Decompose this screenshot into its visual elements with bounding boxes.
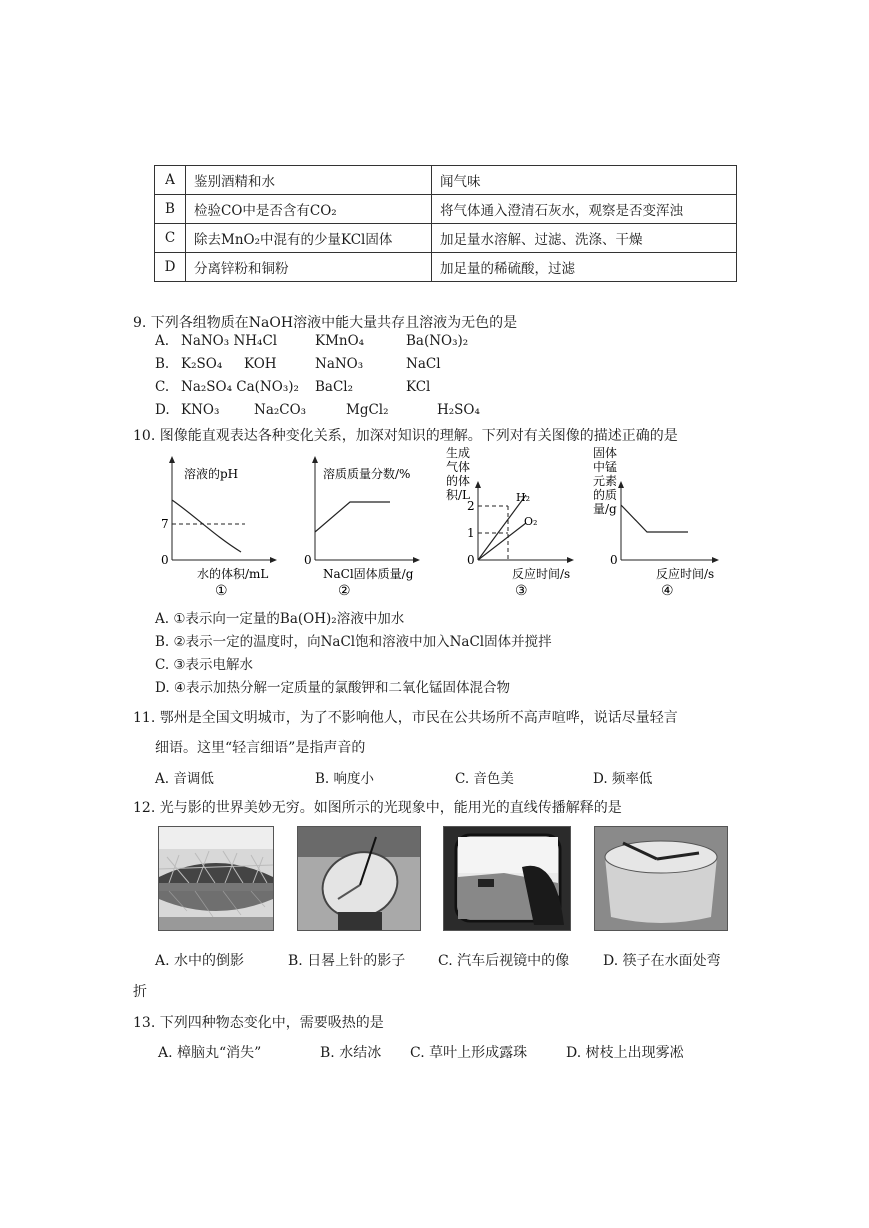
q11-option-b[interactable]: B. 响度小 <box>315 771 375 787</box>
x-arrow <box>413 557 420 563</box>
option-item: NaNO₃ NH₄Cl <box>181 333 278 349</box>
option-item: BaCl₂ <box>315 379 354 395</box>
table-row <box>155 195 737 224</box>
q9-option-a[interactable] <box>155 333 655 353</box>
table-row <box>155 166 737 195</box>
graph-number: ③ <box>515 583 528 598</box>
q11-stem-line1: 11. 鄂州是全国文明城市，为了不影响他人，市民在公共场所不高声喧哗，说话尽量轻言 <box>133 710 678 726</box>
graph-4 <box>585 443 730 598</box>
option-item: H₂SO₄ <box>437 402 480 418</box>
q10-option-d[interactable]: D. ④表示加热分解一定质量的氯酸钾和二氧化锰固体混合物 <box>155 680 511 696</box>
h2-line <box>478 495 526 560</box>
o2-line <box>478 523 526 560</box>
row-letter: B <box>155 195 186 224</box>
option-item: Ba(NO₃)₂ <box>406 333 469 349</box>
option-table <box>154 165 737 282</box>
q11-option-a[interactable]: A. 音调低 <box>155 771 214 787</box>
tick-label: 1 <box>467 526 475 540</box>
q11-option-d[interactable]: D. 频率低 <box>593 771 653 787</box>
mirror-photo <box>443 826 571 931</box>
mirror-image <box>444 827 570 930</box>
x-label: 反应时间/s <box>656 567 715 581</box>
x-label: 水的体积/mL <box>197 567 269 581</box>
graph-number: ① <box>215 583 228 598</box>
option-item: Na₂CO₃ <box>254 402 307 418</box>
q12-stem: 12. 光与影的世界美妙无穷。如图所示的光现象中，能用光的直线传播解释的是 <box>133 800 622 816</box>
mass-fraction-line <box>315 502 390 532</box>
y-arrow <box>618 481 624 488</box>
x-arrow <box>567 557 574 563</box>
y-arrow <box>312 456 318 463</box>
y-label-line: 气体 <box>446 460 471 474</box>
row-letter: C <box>155 224 186 253</box>
row-method: 将气体通入澄清石灰水，观察是否变浑浊 <box>432 195 737 224</box>
reflection-photo <box>158 826 274 931</box>
row-purpose: 鉴别酒精和水 <box>186 166 432 195</box>
ph-curve <box>172 500 241 552</box>
q11-option-c[interactable]: C. 音色美 <box>455 771 514 787</box>
option-item: MgCl₂ <box>346 402 389 418</box>
option-letter: C. <box>155 379 170 395</box>
y-label-line: 固体 <box>593 446 618 460</box>
x-label: NaCl固体质量/g <box>323 567 414 581</box>
q13-option-b[interactable]: B. 水结冰 <box>320 1045 382 1061</box>
y-label: 溶液的pH <box>184 467 239 481</box>
y-label-line: 元素 <box>593 474 618 488</box>
x-arrow <box>712 557 719 563</box>
q12-option-b[interactable]: B. 日晷上针的影子 <box>288 953 406 969</box>
manganese-mass-line <box>621 505 688 532</box>
q10-option-c[interactable]: C. ③表示电解水 <box>155 657 254 673</box>
y-label: 溶质质量分数/% <box>323 467 411 481</box>
origin-label: 0 <box>161 553 169 567</box>
row-purpose: 检验CO中是否含有CO₂ <box>186 195 432 224</box>
y-label-line: 生成 <box>446 446 471 460</box>
option-item: NaNO₃ <box>315 356 364 372</box>
option-letter: D. <box>155 402 170 418</box>
y-label-line: 中锰 <box>593 460 618 474</box>
y-label-line: 的体 <box>446 474 471 488</box>
q9-option-b[interactable] <box>155 356 655 376</box>
row-letter: A <box>155 166 186 195</box>
graph-3 <box>440 443 585 598</box>
table-row <box>155 224 737 253</box>
series-label-o2: O₂ <box>524 515 538 528</box>
q12-option-a[interactable]: A. 水中的倒影 <box>155 953 245 969</box>
q13-stem: 13. 下列四种物态变化中，需要吸热的是 <box>133 1015 384 1031</box>
y-arrow <box>475 481 481 488</box>
y-label-line: 的质 <box>593 488 618 502</box>
x-label: 反应时间/s <box>512 567 571 581</box>
option-item: KCl <box>406 379 431 395</box>
q10-stem: 10. 图像能直观表达各种变化关系，加深对知识的理解。下列对有关图像的描述正确的是 <box>133 428 678 444</box>
q12-option-d-wrap: 折 <box>133 984 147 1000</box>
q13-option-d[interactable]: D. 树枝上出现雾凇 <box>566 1045 684 1061</box>
option-item: KMnO₄ <box>315 333 365 349</box>
q12-option-c[interactable]: C. 汽车后视镜中的像 <box>438 953 570 969</box>
option-item: KOH <box>244 356 277 372</box>
q9-stem: 9. 下列各组物质在NaOH溶液中能大量共存且溶液为无色的是 <box>133 315 518 331</box>
q10-option-a[interactable]: A. ①表示向一定量的Ba(OH)₂溶液中加水 <box>155 611 405 627</box>
row-method: 闻气味 <box>432 166 737 195</box>
option-letter: A. <box>155 333 170 349</box>
x-arrow <box>270 557 277 563</box>
option-item: KNO₃ <box>181 402 220 418</box>
q12-option-d[interactable]: D. 筷子在水面处弯 <box>603 953 721 969</box>
option-item: K₂SO₄ <box>181 356 223 372</box>
option-letter: B. <box>155 356 170 372</box>
table-row <box>155 253 737 282</box>
series-label-h2: H₂ <box>516 491 531 504</box>
row-letter: D <box>155 253 186 282</box>
graph-number: ④ <box>661 583 674 598</box>
option-item: Na₂SO₄ Ca(NO₃)₂ <box>181 379 299 395</box>
row-method: 加足量水溶解、过滤、洗涤、干燥 <box>432 224 737 253</box>
chopstick-image <box>595 827 727 930</box>
origin-label: 0 <box>610 553 618 567</box>
row-method: 加足量的稀硫酸，过滤 <box>432 253 737 282</box>
chopstick-photo <box>594 826 728 931</box>
graph-number: ② <box>338 583 351 598</box>
sundial-photo <box>297 826 421 931</box>
q11-stem-line2: 细语。这里“轻言细语”是指声音的 <box>155 740 366 756</box>
option-item: NaCl <box>406 356 441 372</box>
y-arrow <box>169 456 175 463</box>
y-label-line: 量/g <box>593 502 617 516</box>
graph-1 <box>155 448 285 598</box>
q13-option-c[interactable]: C. 草叶上形成露珠 <box>410 1045 528 1061</box>
q9-option-c[interactable] <box>155 379 655 399</box>
row-purpose: 除去MnO₂中混有的少量KCl固体 <box>186 224 432 253</box>
origin-label: 0 <box>467 553 475 567</box>
q9-option-d[interactable] <box>155 402 655 422</box>
graph-2 <box>298 448 428 598</box>
tick-label: 2 <box>467 499 475 513</box>
origin-label: 0 <box>304 553 312 567</box>
row-purpose: 分离锌粉和铜粉 <box>186 253 432 282</box>
stadium-image <box>159 827 273 930</box>
y-label-line: 积/L <box>446 488 471 502</box>
q13-option-a[interactable]: A. 樟脑丸“消失” <box>158 1045 262 1061</box>
q10-option-b[interactable]: B. ②表示一定的温度时，向NaCl饱和溶液中加入NaCl固体并搅拌 <box>155 634 552 650</box>
sundial-image <box>298 827 420 930</box>
tick-label: 7 <box>161 517 169 531</box>
